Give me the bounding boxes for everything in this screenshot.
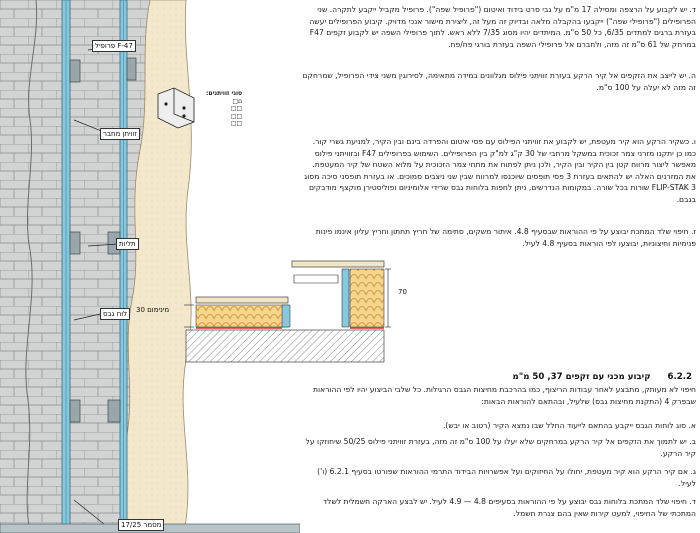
bracket-types-title: סוגי זוויתנים: <box>206 90 243 97</box>
metal-stud-right <box>120 0 127 533</box>
section-heading <box>513 372 693 382</box>
section-number: 6.2.2 <box>667 372 692 382</box>
label-board: לוח גבס <box>100 308 130 320</box>
detail-board-left <box>196 297 288 303</box>
label-profile-f47: פרופיל F-47 <box>92 40 136 52</box>
paragraph-a: א. סוג לוחות הגבס ייקבע בהתאם לייעוד החלל שבו נמצא הקיר (רטוב או יבש). <box>442 421 696 430</box>
paragraph-d2: ד. חיפוי שלד המתכת בלוחות גבס יבוצע על פי ההוראות בסעיפים 4.8 — 4.9 לעיל. יש לבצע הארקה חשמלית לשלד המתכתי של החיפוי, למעט קירות שאין בהם צנרת חשמל. <box>322 497 696 518</box>
metal-stud-left <box>62 0 70 533</box>
paragraph-b: ב. יש לתמוך את הזקפים אל קיר הרקע במרחקים שלא יעלו על 100 ס"מ זה מזה, בעזרת זוויתני פילוס 50/25 שיחוזקו על קיר הרקע. <box>305 437 696 458</box>
bracket-types <box>206 90 242 128</box>
bracket-row: □□ <box>230 112 243 120</box>
paragraph-c: ג. אם קיר הרקע הוא קיר מעטפת, יחולו על החיזוקים ועל אפשרויות הבידוד התרמי ההוראות שפורטו בסעיף 6.2.1 (ו') לעיל. <box>317 467 696 488</box>
detail-wall <box>186 330 384 362</box>
section-title: קיבוע מכני עם זקפים 37, 50 מ"מ <box>512 372 651 382</box>
paragraph-z: ז. חיפוי שלד המתכת יבוצע על פי ההוראות שבסעיף 4.8. איתור משקים, סתימה של חריץ תחתון וחריץ עליון אינמו פינות פנימיות וחיצוניות, יבוצעו לפי הוראות בסעיף 4.8 לעיל. <box>315 227 696 248</box>
paragraph-h: ה. יש לייצב את הזקפים אל קיר הרקע בעזרת זוויתני פילוס מגלוונים במידה מתאימה, לסירוגין משני צידי הפרופיל, שמרחקם זה מזה לא יעלה על 100 ס"מ. <box>302 71 696 92</box>
label-connector: זוויתן מחבר <box>100 128 140 140</box>
label-anchor: מסמר 17/25 <box>118 519 164 531</box>
bracket-row: ם□ <box>232 97 243 105</box>
bracket-row: □□ <box>230 120 243 127</box>
paragraph-v: ו. כשקיר הרקע הוא קיר מעטפת, יש לקבוע את זוויתני הפילוס עם פסי איטום והפרדה בינם ובין הקיר, למניעת גשרי קור. כמו כן יתקנו מזרני צמר זכוכית במשקל מרחבי של 30 ק"ג למ"ק בין הפרופילים. השימוש בפרופילים F47 ובזוויתני פילוס מאפשר ליצור מרווח קטן בין הקיר ובין הקיר, ולכן ניתן לפתוח את מתחי צמר הזכוכית על מלוא השטח של קיר המעטפת. את המזרנים האלה יש להתאים בעזרת 3 פסי תופסים שיוכנסו למרווח שבין שני ניצבים סמוכים. או בעזרת תופסני סיכה מסוג FLIP-STAK 3 שורות בכל שורה. במקומות הנדרשים, ניתן לחפות בלוחות גבס שרידי אלומיניום ופוליסטירן מוקצף מודבקים בגבם. <box>304 137 696 204</box>
label-dim-70: 70 <box>398 288 407 296</box>
detail-insulation-left <box>196 305 288 327</box>
leveling-bracket-icon <box>152 84 200 132</box>
detail-insulation-right <box>350 269 384 327</box>
detail-board-top <box>292 261 384 267</box>
section-detail-drawing <box>182 255 394 365</box>
paragraph-intro: חיפוי לא מעותק, מתבצע לאחר עבודות הריצוף, כמו בהרכבת מחיצות הגבס הרגילות. כל שלבי הביצוע יהיו לפי ההוראות שבפרק 4 (התקנת מחיצות גבס) שלעיל, ובהתאם להוראות הבאות: <box>312 385 696 406</box>
bracket-row: □□ <box>230 105 243 112</box>
label-min-30: מינימום 30 <box>136 306 170 314</box>
label-hangers: תליות <box>116 238 139 250</box>
paragraph-d: ד. יש לקבוע על הרצפה ומסילה 17 מ"מ על גבי סרט בידוד ואיטום ("פרופיל שפה"). פרופיל מקביל ייקבע לתקרה. שני הפרופילים ("פרופילי שפה") ייקבעו בהקבלה מלאה ובדיוק זה מעל זה, ליצירת מישור אנכי מדויק. קיבוע הפרופילים יעשה בעזרת ברגים למתדים 6/35, כל 50 ס"מ. המיתדים יהיו מסוג 7/35 ללא ראש. לתוך פרופילי השפה יש לקבוע זקפים F47 במרחק של 61 ס"מ זה מזה, ולחברם אל פרופילי השפה בעזרת בורגי פח/פח. <box>309 5 696 49</box>
